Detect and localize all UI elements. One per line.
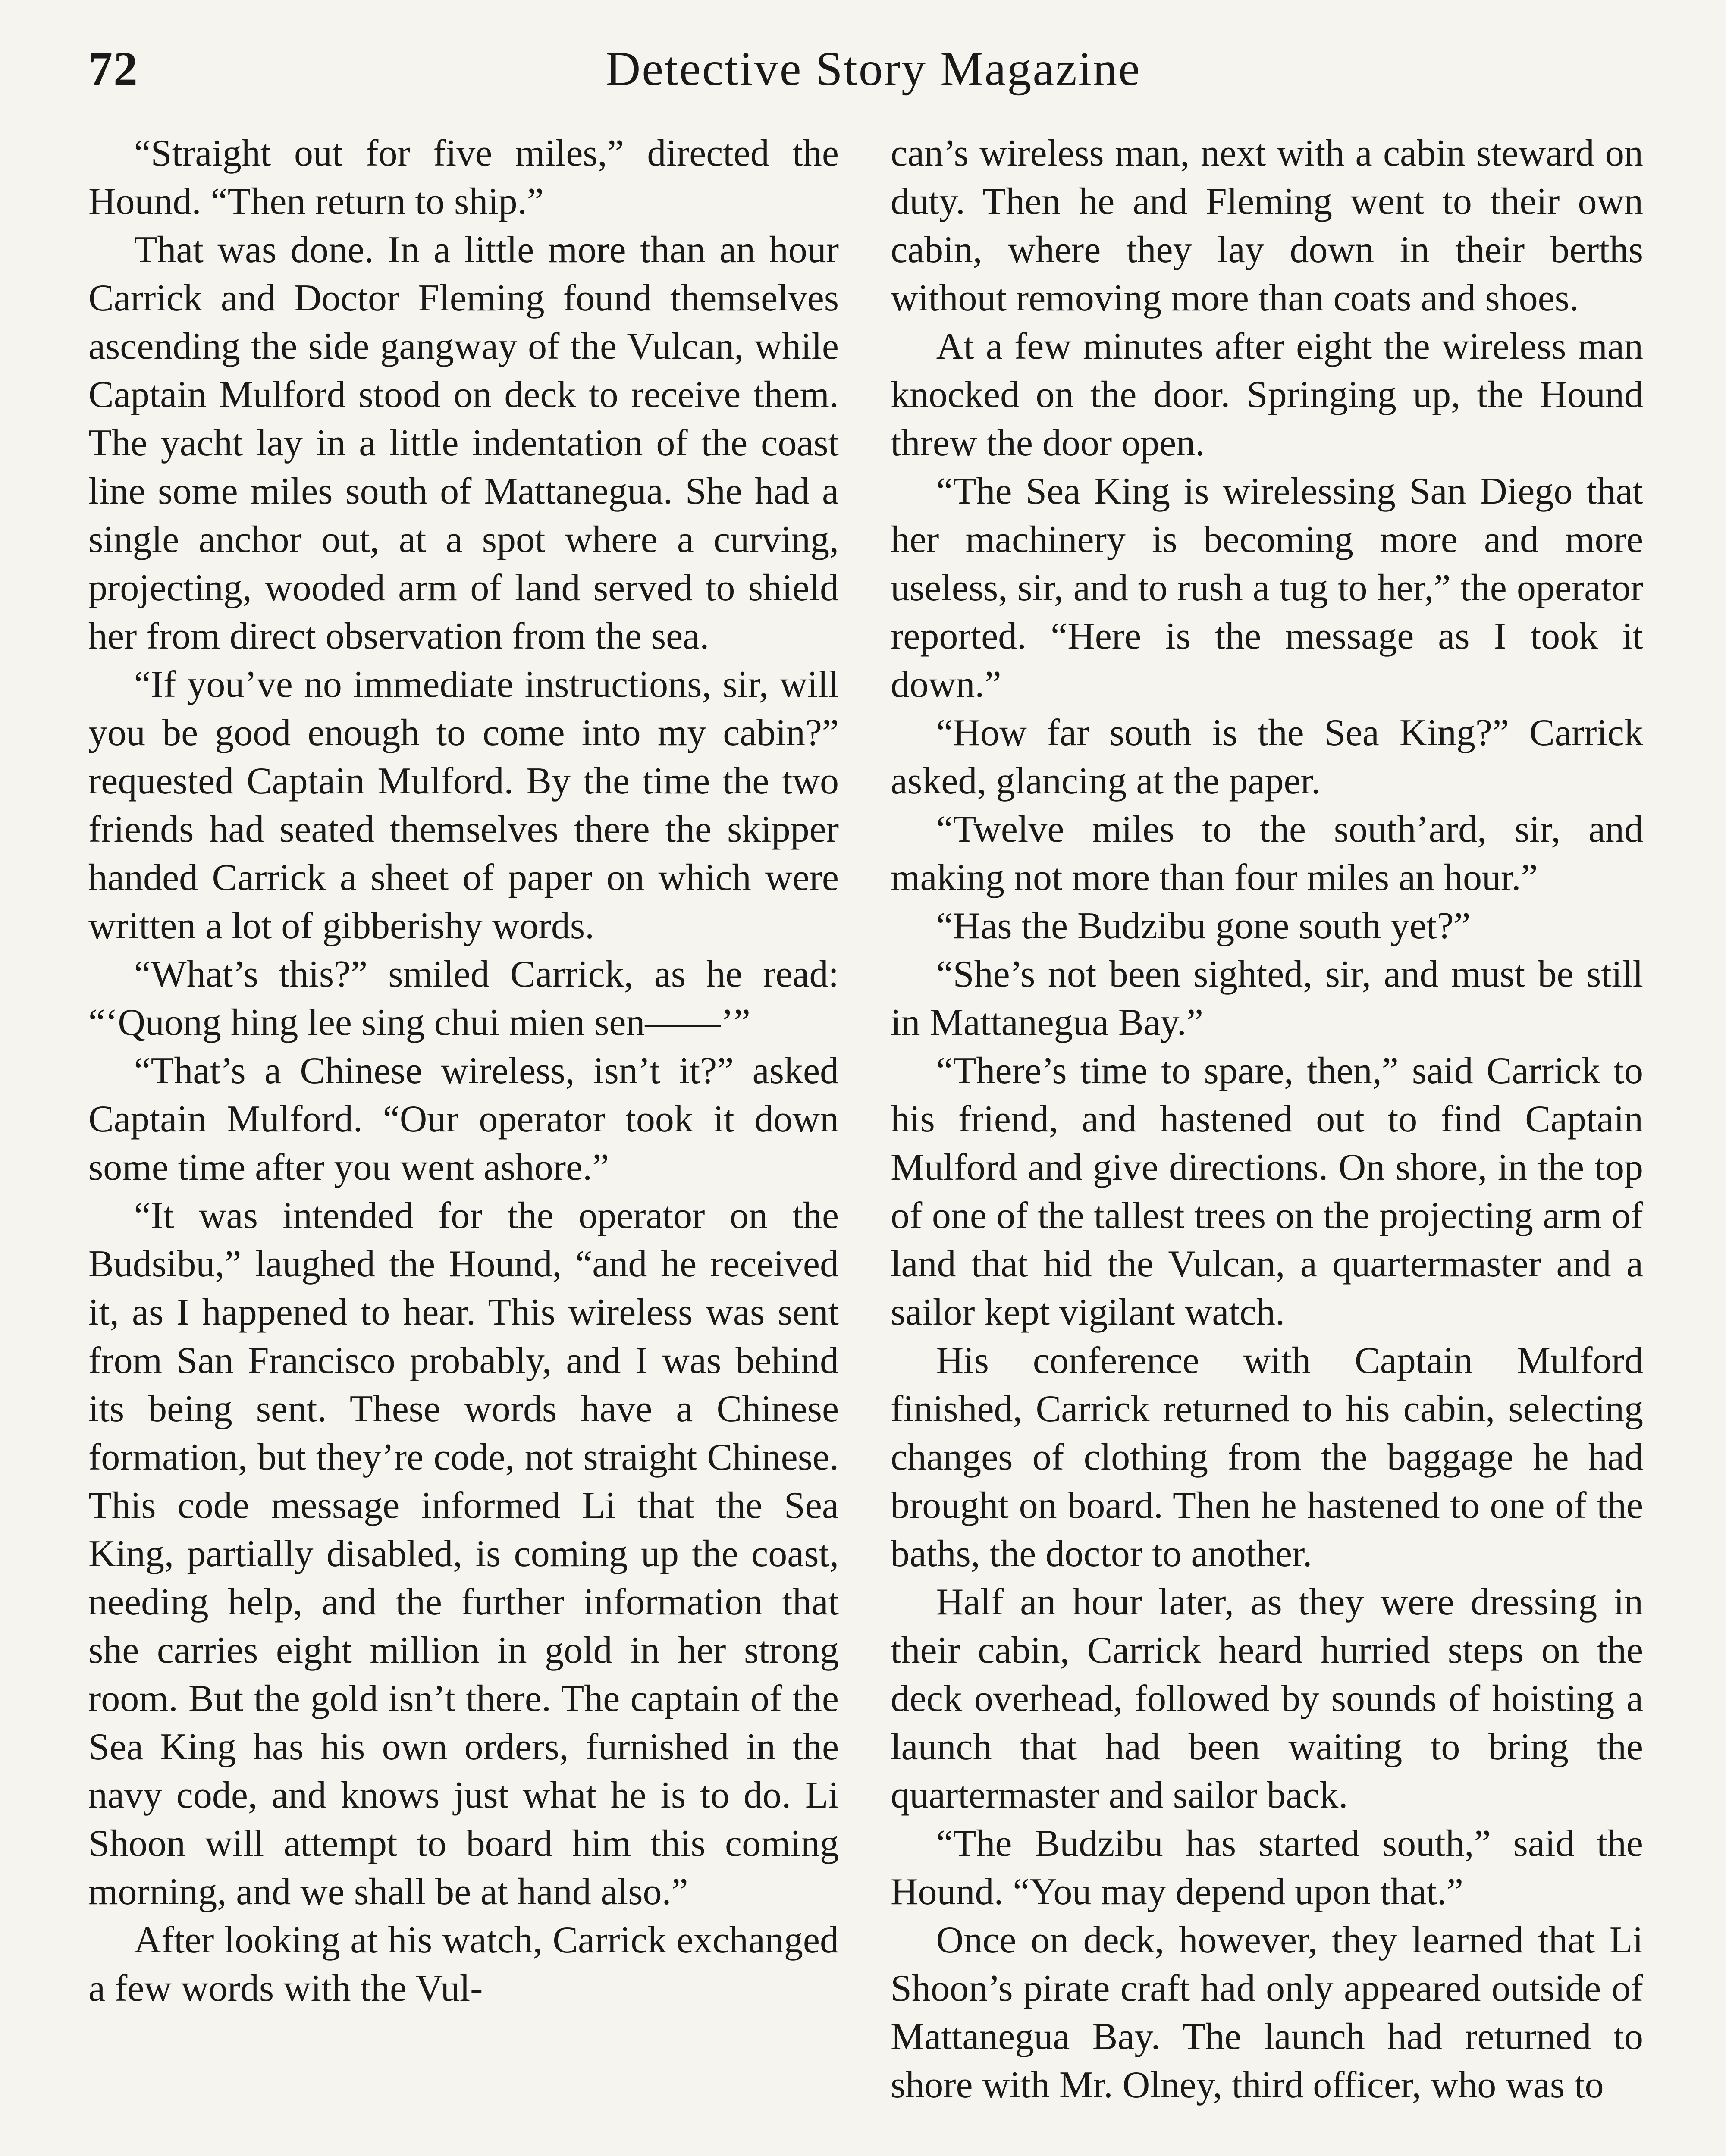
paragraph: “She’s not been sighted, sir, and must be still in Mattanegua Bay.” [891,953,1643,1044]
paragraph: “Twelve miles to the south’ard, sir, and making not more than four miles an hour.” [891,808,1643,899]
paragraph: “If you’ve no immediate instructions, sir, will you be good enough to come into my cabin?” requested Captain Mulford. By the time the two friends had seated themselves there the skipper handed Carrick a sheet of paper on which were written a lot of gibberishy words. [88,664,839,947]
page-header [88,39,1658,103]
paragraph: After looking at his watch, Carrick exchanged a few words with the Vul- [88,1919,839,2009]
paragraph: “It was intended for the operator on the Budsibu,” laughed the Hound, “and he received it, as I happened to hear. This wireless was sent from San Francisco probably, and I was behind its being sent. These words have a Chinese formation, but they’re code, not straight Chinese. This code message informed Li that the Sea King, partially disabled, is coming up the coast, needing help, and the further information that she carries eight million in gold in her strong room. But the gold isn’t there. The captain of the Sea King has his own orders, furnished in the navy code, and knows just what he is to do. Li Shoon will attempt to board him this coming morning, and we shall be at hand also.” [88,1195,839,1913]
running-title: Detective Story Magazine [606,42,1141,96]
paragraph: “How far south is the Sea King?” Carrick asked, glancing at the paper. [891,712,1643,802]
page-number: 72 [88,42,138,96]
paragraph: That was done. In a little more than an hour Carrick and Doctor Fleming found themselves ascending the side gangway of the Vulcan, while Captain Mulford stood on deck to receive them. The yacht lay in a little indentation of the coast line some miles south of Mattanegua. She had a single anchor out, at a spot where a curving, projecting, wooded arm of land served to shield her from direct observation from the sea. [88,229,839,657]
paragraph: His conference with Captain Mulford finished, Carrick returned to his cabin, selecting changes of clothing from the baggage he had brought on board. Then he hastened to one of the baths, the doctor to another. [891,1340,1643,1575]
paragraph: “Straight out for five miles,” directed the Hound. “Then return to ship.” [88,132,839,222]
left-text-column [88,129,839,2156]
paragraph: “There’s time to spare, then,” said Carrick to his friend, and hastened out to find Captain Mulford and give directions. On shore, in the top of one of the tallest trees on the projecting arm of land that hid the Vulcan, a quartermaster and a sailor kept vigilant watch. [891,1050,1643,1333]
paragraph: “The Budzibu has started south,” said the Hound. “You may depend upon that.” [891,1823,1643,1913]
paragraph: Once on deck, however, they learned that Li Shoon’s pirate craft had only appeared outside of Mattanegua Bay. The launch had returned to shore with Mr. Olney, third officer, who was to [891,1919,1643,2106]
paragraph: “Has the Budzibu gone south yet?” [936,905,1471,947]
paragraph: can’s wireless man, next with a cabin steward on duty. Then he and Fleming went to their own cabin, where they lay down in their berths without removing more than coats and shoes. [891,132,1643,319]
right-text-column [891,129,1643,2156]
paragraph: “What’s this?” smiled Carrick, as he read: “‘Quong hing lee sing chui mien sen——’” [88,953,839,1044]
paragraph: “The Sea King is wirelessing San Diego that her machinery is becoming more and more useless, sir, and to rush a tug to her,” the operator reported. “Here is the message as I took it down.” [891,470,1643,705]
paragraph: “That’s a Chinese wireless, isn’t it?” asked Captain Mulford. “Our operator took it down some time after you went ashore.” [88,1050,839,1188]
paragraph: At a few minutes after eight the wireless man knocked on the door. Springing up, the Hound threw the door open. [891,326,1643,464]
paragraph: Half an hour later, as they were dressing in their cabin, Carrick heard hurried steps on the deck overhead, followed by sounds of hoisting a launch that had been waiting to bring the quartermaster and sailor back. [891,1581,1643,1816]
